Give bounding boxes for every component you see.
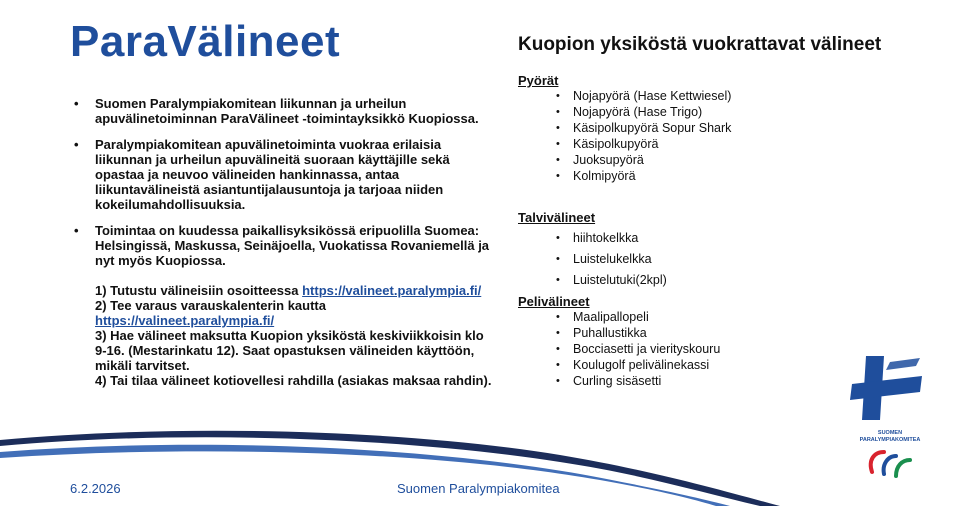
step-2 <box>95 298 494 328</box>
step-2-link[interactable]: https://valineet.paralympia.fi/ <box>95 313 275 328</box>
list-item: • Nojapyörä (Hase Trigo) <box>556 104 731 120</box>
bullet-intro: • Suomen Paralympiakomitean liikunnan ja urheilun apuvälinetoiminnan ParaVälineet -toimintayksikkö Kuopiossa. <box>74 96 494 126</box>
cross-icon <box>850 356 922 420</box>
list-item: • Bocciasetti ja vierityskouru <box>556 341 720 357</box>
footer-date: 6.2.2026 <box>70 481 121 496</box>
games-list <box>556 309 720 389</box>
paralympic-committee-logo <box>850 354 930 484</box>
list-item: • Käsipolkupyörä Sopur Shark <box>556 120 731 136</box>
step-3: 3) Hae välineet maksutta Kuopion yksiköstä keskiviikkoisin klo 9-16. (Mestarinkatu 12). Saat opastuksen välineiden käyttöön, mikäli tarvitset. <box>95 328 484 373</box>
step-1-link[interactable]: https://valineet.paralympia.fi/ <box>302 283 482 298</box>
step-1-text: 1) Tutustu välineisiin osoitteessa <box>95 283 299 298</box>
logo-line-1: SUOMEN <box>877 430 903 436</box>
winter-list <box>556 228 667 291</box>
list-item: • Juoksupyörä <box>556 152 731 168</box>
section-heading-winter: Talvivälineet <box>518 210 596 225</box>
intro-text <box>74 96 494 399</box>
step-4: 4) Tai tilaa välineet kotiovellesi rahdilla (asiakas maksaa rahdin). <box>95 373 492 388</box>
list-item: • hiihtokelkka <box>556 228 667 249</box>
list-item: • Maalipallopeli <box>556 309 720 325</box>
bullet-locations-text: Toimintaa on kuudessa paikallisyksikössä eripuolilla Suomea: Helsingissä, Maskussa, Seinäjoella, Vuokatissa Rovaniemellä ja nyt myös Kuopiossa. <box>95 223 490 268</box>
list-item: • Koulugolf pelivälinekassi <box>556 357 720 373</box>
bikes-list <box>556 88 731 184</box>
list-item: • Luistelukelkka <box>556 249 667 270</box>
list-item: • Käsipolkupyörä <box>556 136 731 152</box>
agitos-icon <box>871 452 910 476</box>
bullet-rental: • Paralympiakomitean apuvälinetoiminta vuokraa erilaisia liikunnan ja urheilun apuvälineitä suoraan käyttäjille sekä opastaa ja neuvoo välineiden hankinnassa, antaa liikuntavälineistä asiantuntijalausuntoja ja tarjoaa niiden kokeilumahdollisuuksia. <box>74 137 494 212</box>
list-item: • Curling sisäsetti <box>556 373 720 389</box>
equipment-title: Kuopion yksiköstä vuokrattavat välineet <box>518 34 882 55</box>
step-2-text: 2) Tee varaus varauskalenterin kautta <box>95 298 326 313</box>
bullet-locations <box>74 223 494 388</box>
page-title: ParaVälineet <box>70 17 341 66</box>
section-heading-games: Pelivälineet <box>518 294 590 309</box>
section-heading-bikes: Pyörät <box>518 73 559 88</box>
list-item: • Kolmipyörä <box>556 168 731 184</box>
list-item: • Nojapyörä (Hase Kettwiesel) <box>556 88 731 104</box>
step-1 <box>95 283 494 298</box>
list-item: • Luistelutuki(2kpl) <box>556 270 667 291</box>
footer-organization: Suomen Paralympiakomitea <box>397 481 560 496</box>
logo-line-2: PARALYMPIAKOMITEA <box>859 437 921 443</box>
list-item: • Puhallustikka <box>556 325 720 341</box>
